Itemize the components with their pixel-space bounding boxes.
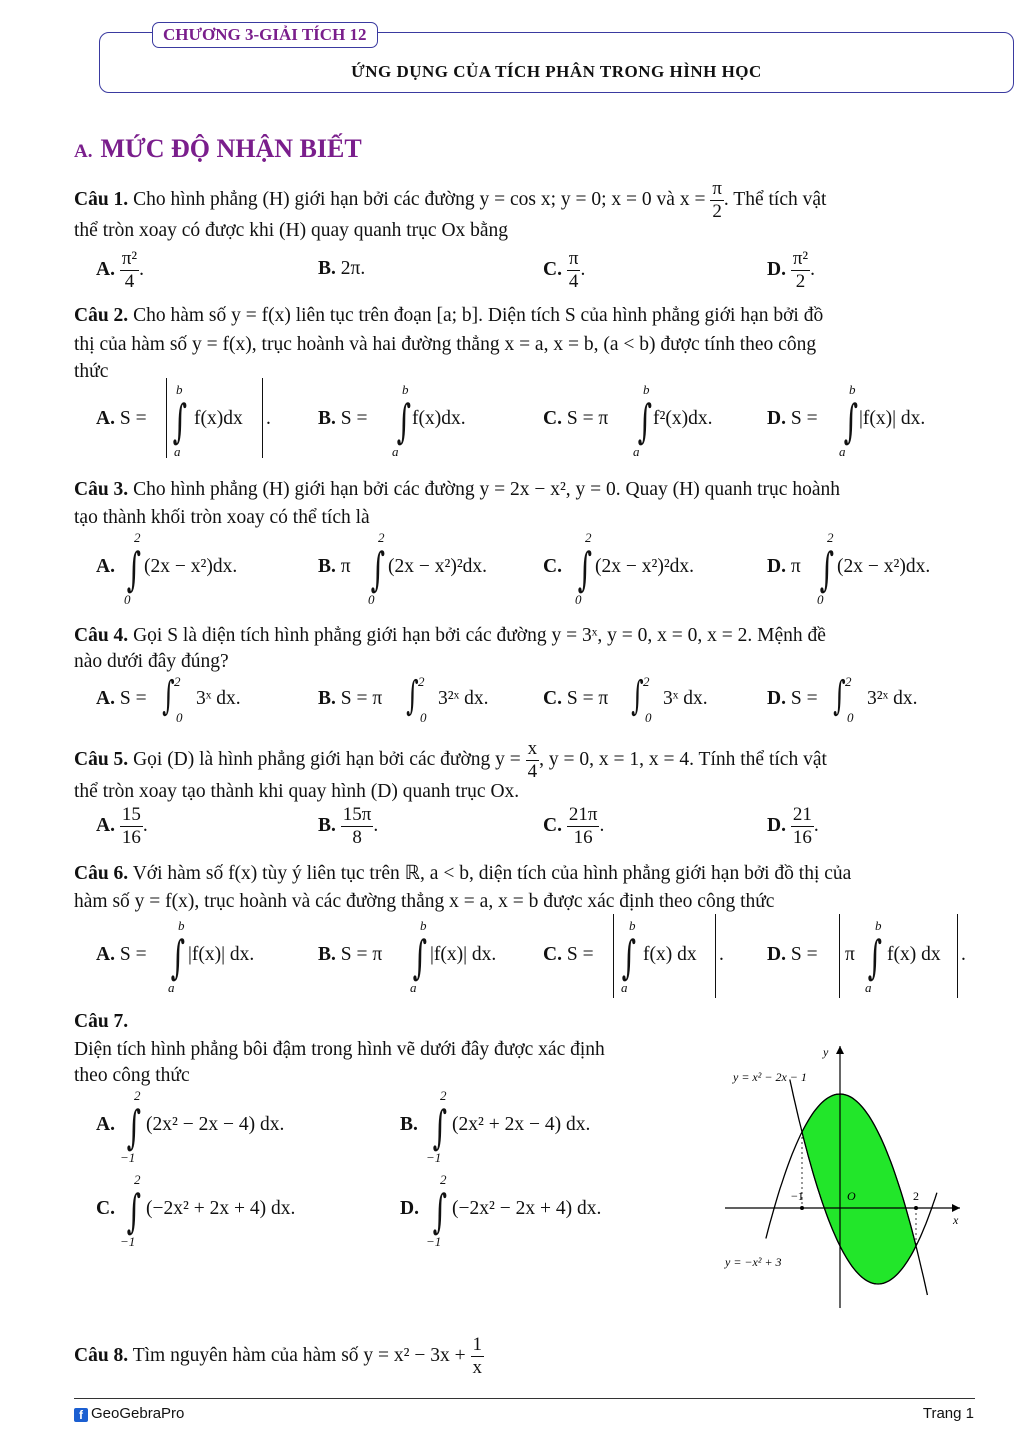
q5-c-num: 21π (568, 804, 598, 825)
shaded-region (802, 1094, 916, 1284)
q2-a-lower: a (174, 444, 181, 459)
q3-c-lower: 0 (575, 592, 582, 607)
q4-c-body: 3ˣ dx. (663, 688, 708, 709)
q1-option-d[interactable]: D. $\frac{\text{π²}}{2}$ . (767, 248, 816, 292)
q6-d-key: D. (767, 944, 786, 965)
q6-b-pre: S = π (340, 944, 383, 965)
q1-option-b[interactable] (318, 258, 365, 280)
q1-frac-den: 2 (712, 201, 722, 222)
q4-d-body: 3²ˣ dx. (867, 688, 918, 709)
q1-b-key: B. (318, 258, 336, 279)
q1-d-num: π² (792, 248, 809, 269)
q1-text-c: thể tròn xoay có được khi (H) quay quanh trục Ox bằng (74, 220, 509, 241)
q7-a-key: A. (96, 1114, 115, 1135)
q6-c-upper: b (629, 918, 636, 933)
q7-option-b[interactable] (400, 1088, 690, 1174)
q7-a-upper: 2 (134, 1088, 141, 1103)
q2-a-integral-icon: ∫ (172, 394, 188, 448)
section-title (74, 134, 362, 164)
q4-stem (74, 622, 979, 650)
q7-b-key: B. (400, 1114, 418, 1135)
q7-d-integral-icon: ∫ (432, 1184, 448, 1238)
q5-fraction (526, 738, 540, 783)
q2-b-key: B. (318, 408, 336, 429)
q2-b-integral-icon: ∫ (396, 394, 412, 448)
q4-option-b[interactable] (318, 673, 528, 728)
q7-c-integral-icon: ∫ (126, 1184, 142, 1238)
q1-d-key: D. (767, 258, 786, 280)
q2-text-c: thức (74, 361, 109, 382)
q6-d-lower: a (865, 980, 872, 995)
q7-label-text: Câu 7. (74, 1011, 129, 1032)
q2-text-b: thị của hàm số y = f(x), trục hoành và hai đường thẳng x = a, x = b, (a < b) được tính theo công (74, 334, 817, 355)
q5-option-b[interactable]: B. $\frac{15\pi}{8}$ . (318, 804, 379, 848)
q7-b-lower: −1 (426, 1150, 442, 1165)
q6-b-lower: a (410, 980, 417, 995)
q2-d-lower: a (839, 444, 846, 459)
q2-b-pre: S = (340, 408, 368, 429)
q4-c-upper: 2 (643, 674, 650, 689)
q7-c-lower: −1 (120, 1234, 136, 1249)
q4-label: Câu 4. (74, 625, 129, 646)
q2-b-body: f(x)dx. (412, 408, 466, 429)
q2-d-pre: S = (790, 408, 818, 429)
q2-d-body: |f(x)| dx. (859, 408, 926, 429)
q3-a-lower: 0 (124, 592, 131, 607)
q7-a-lower: −1 (120, 1150, 136, 1165)
q6-text-a: Với hàm số f(x) tùy ý liên tục trên ℝ, a < b, diện tích của hình phẳng giới hạn bởi đồ thị của (132, 863, 852, 884)
q6-a-key: A. (96, 944, 115, 965)
q6-c-body: f(x) dx (643, 944, 697, 965)
q6-d-upper: b (875, 918, 882, 933)
q3-option-c[interactable] (543, 530, 753, 616)
q7-c-upper: 2 (134, 1172, 141, 1187)
q6-c-post: . (719, 944, 724, 965)
q7-option-d[interactable] (400, 1172, 690, 1258)
q7-label (74, 1008, 128, 1036)
q4-d-lower: 0 (847, 710, 854, 725)
q6-text-b: hàm số y = f(x), trục hoành và các đường thẳng x = a, x = b được xác định theo công thức (74, 891, 775, 912)
q5-d-key: D. (767, 814, 786, 836)
q4-d-upper: 2 (845, 674, 852, 689)
q4-b-lower: 0 (420, 710, 427, 725)
q4-d-key: D. (767, 688, 786, 709)
q1-option-c[interactable]: C. $\frac{\pi}{4}$ . (543, 248, 586, 292)
q6-stem (74, 860, 979, 888)
q6-b-upper: b (420, 918, 427, 933)
q4-c-key: C. (543, 688, 562, 709)
q2-text-a: Cho hàm số y = f(x) liên tục trên đoạn [a; b]. Diện tích S của hình phẳng giới hạn bởi đồ (133, 305, 824, 326)
q3-c-integral-icon: ∫ (577, 542, 593, 596)
q5-c-key: C. (543, 814, 562, 836)
q6-d-pi: π (845, 944, 855, 965)
q3-option-d[interactable] (767, 530, 977, 616)
q7-b-integral-icon: ∫ (432, 1100, 448, 1154)
curve1-label: y = x² − 2x − 1 (733, 1070, 807, 1084)
q7-c-key: C. (96, 1198, 115, 1219)
q6-b-body: |f(x)| dx. (430, 944, 497, 965)
q5-d-den: 16 (792, 827, 812, 848)
q4-b-upper: 2 (418, 674, 425, 689)
footer-brand-text: GeoGebraPro (91, 1405, 185, 1422)
q3-d-lower: 0 (817, 592, 824, 607)
q3-a-body: (2x − x²)dx. (144, 556, 238, 577)
q5-option-d[interactable]: D. $\frac{21}{16}$ . (767, 804, 819, 848)
q6-d-body: f(x) dx (887, 944, 941, 965)
q2-b-upper: b (402, 382, 409, 397)
q5-a-num: 15 (121, 804, 141, 825)
q4-option-d[interactable] (767, 673, 977, 728)
tick-label-2: 2 (913, 1189, 919, 1203)
q2-option-b[interactable] (318, 382, 518, 468)
tick-label-neg1: −1 (791, 1189, 804, 1203)
q2-a-key: A. (96, 408, 115, 429)
q4-c-integral-icon: ∫ (631, 673, 644, 719)
q3-c-body: (2x − x²)²dx. (595, 556, 695, 577)
q8-stem (74, 1334, 979, 1379)
q2-a-pre: S = (119, 408, 147, 429)
q2-a-post: . (266, 408, 271, 429)
q5-b-den: 8 (352, 827, 362, 848)
q7-option-a[interactable] (96, 1088, 386, 1174)
q2-d-upper: b (849, 382, 856, 397)
q8-frac-num: 1 (472, 1334, 483, 1355)
q2-a-upper: b (176, 382, 183, 397)
q3-d-upper: 2 (827, 530, 834, 545)
q7-text-b: theo công thức (74, 1065, 190, 1086)
q4-d-integral-icon: ∫ (833, 673, 846, 719)
q5-text-b: , y = 0, x = 1, x = 4. Tính thể tích vật (539, 748, 827, 770)
q2-c-key: C. (543, 408, 562, 429)
q6-a-lower: a (168, 980, 175, 995)
q6-c-integral-icon: ∫ (621, 930, 637, 984)
q3-d-key: D. (767, 556, 786, 577)
q1-b-val: 2π. (340, 258, 366, 279)
q7-d-upper: 2 (440, 1172, 447, 1187)
q3-text-a: Cho hình phẳng (H) giới hạn bởi các đường y = 2x − x², y = 0. Quay (H) quanh trục hoành (133, 479, 840, 500)
y-label: y (823, 1045, 829, 1059)
q5-option-a[interactable]: A. $\frac{15}{16}$ . (96, 804, 148, 848)
tick-dot-neg1 (800, 1206, 804, 1210)
q1-a-key: A. (96, 258, 115, 280)
page-number: Trang 1 (922, 1405, 974, 1422)
q2-c-pre: S = π (566, 408, 609, 429)
q2-option-d[interactable] (767, 382, 977, 468)
q3-option-a[interactable] (96, 530, 306, 616)
q5-b-num: 15π (342, 804, 372, 825)
q4-c-lower: 0 (645, 710, 652, 725)
q7-text-a: Diện tích hình phẳng bôi đậm trong hình vẽ dưới đây được xác định (74, 1039, 605, 1060)
q6-option-c[interactable] (543, 918, 753, 1004)
curve2-label: y = −x² + 3 (725, 1255, 782, 1269)
q7-option-c[interactable] (96, 1172, 386, 1258)
q5-a-den: 16 (121, 827, 141, 848)
q7-b-body: (2x² + 2x − 4) dx. (452, 1114, 591, 1135)
q8-text-a: Tìm nguyên hàm của hàm số y = x² − 3x + (132, 1344, 466, 1366)
q3-text-b: tạo thành khối tròn xoay có thể tích là (74, 507, 370, 528)
q3-d-pre: π (790, 556, 801, 577)
q5-frac-den: 4 (527, 761, 538, 782)
q4-text-a: Gọi S là diện tích hình phẳng giới hạn bởi các đường y = 3ˣ, y = 0, x = 0, x = 2. Mệnh đề (133, 625, 826, 646)
tick-dot-2 (914, 1206, 918, 1210)
q4-c-pre: S = π (566, 688, 609, 709)
q2-c-upper: b (643, 382, 650, 397)
q5-b-key: B. (318, 814, 336, 836)
q6-a-upper: b (178, 918, 185, 933)
q2-b-lower: a (392, 444, 399, 459)
q5-text-c: thể tròn xoay tạo thành khi quay hình (D) quanh trục Ox. (74, 781, 520, 802)
footer-brand[interactable] (74, 1405, 184, 1422)
q4-option-c[interactable] (543, 673, 753, 728)
q5-option-c[interactable]: C. $\frac{21\pi}{16}$ . (543, 804, 605, 848)
q4-a-pre: S = (119, 688, 147, 709)
q1-text-b: . Thể tích vật (723, 188, 827, 210)
q6-b-key: B. (318, 944, 336, 965)
q3-b-lower: 0 (368, 592, 375, 607)
q1-text-a: Cho hình phẳng (H) giới hạn bởi các đường y = cos x; y = 0; x = 0 và x = (133, 188, 706, 210)
q7-d-key: D. (400, 1198, 419, 1219)
q2-label: Câu 2. (74, 305, 129, 326)
q6-d-post: . (961, 944, 966, 965)
q1-frac-num: π (712, 178, 722, 199)
q1-d-den: 2 (795, 271, 806, 292)
q7-d-lower: −1 (426, 1234, 442, 1249)
q8-fraction (471, 1334, 485, 1379)
q1-fraction (710, 178, 724, 223)
q2-c-lower: a (633, 444, 640, 459)
q2-c-integral-icon: ∫ (637, 394, 653, 448)
q2-d-key: D. (767, 408, 786, 429)
origin-label: O (847, 1189, 856, 1203)
q1-c-den: 4 (568, 271, 579, 292)
q1-c-key: C. (543, 258, 562, 280)
q2-option-a[interactable] (96, 382, 296, 468)
q2-d-integral-icon: ∫ (843, 394, 859, 448)
q7-d-body: (−2x² − 2x + 4) dx. (452, 1198, 602, 1219)
q7-graph (715, 1038, 970, 1313)
q6-label: Câu 6. (74, 863, 129, 884)
q1-option-a[interactable]: A. $\frac{\text{π²}}{4}$ . (96, 248, 145, 292)
q3-c-key: C. (543, 556, 562, 577)
section-text: MỨC ĐỘ NHẬN BIẾT (100, 134, 362, 163)
x-axis-arrow-icon (952, 1204, 960, 1212)
q4-a-key: A. (96, 688, 115, 709)
q3-b-body: (2x − x²)²dx. (388, 556, 488, 577)
q6-option-d[interactable] (767, 918, 977, 1004)
q4-a-integral-icon: ∫ (162, 673, 175, 719)
q5-d-num: 21 (792, 804, 812, 825)
q4-b-pre: S = π (340, 688, 383, 709)
x-label: x (953, 1213, 959, 1227)
q6-option-a[interactable] (96, 918, 306, 1004)
q3-a-integral-icon: ∫ (126, 542, 142, 596)
q6-a-integral-icon: ∫ (170, 930, 186, 984)
q2-stem (74, 302, 979, 330)
q3-stem (74, 476, 979, 504)
q3-d-integral-icon: ∫ (819, 542, 835, 596)
q8-label: Câu 8. (74, 1344, 129, 1366)
q3-d-body: (2x − x²)dx. (837, 556, 931, 577)
q6-c-lower: a (621, 980, 628, 995)
q6-a-body: |f(x)| dx. (188, 944, 255, 965)
q3-b-integral-icon: ∫ (370, 542, 386, 596)
q7-c-body: (−2x² + 2x + 4) dx. (146, 1198, 296, 1219)
q3-a-upper: 2 (134, 530, 141, 545)
q2-c-body: f²(x)dx. (653, 408, 713, 429)
y-axis-arrow-icon (836, 1046, 844, 1054)
q4-text-b: nào dưới đây đúng? (74, 651, 229, 672)
q4-a-lower: 0 (176, 710, 183, 725)
q2-a-body: f(x)dx (194, 408, 243, 429)
q7-a-body: (2x² − 2x − 4) dx. (146, 1114, 285, 1135)
facebook-icon[interactable]: f (74, 1408, 88, 1422)
page-subtitle: ỨNG DỤNG CỦA TÍCH PHÂN TRONG HÌNH HỌC (351, 62, 762, 81)
q1-label: Câu 1. (74, 188, 129, 210)
q5-frac-num: x (527, 738, 538, 759)
q5-text-a: Gọi (D) là hình phẳng giới hạn bởi các đường y = (133, 748, 521, 770)
q3-b-pre: π (340, 556, 351, 577)
q4-option-a[interactable] (96, 673, 306, 728)
q4-b-integral-icon: ∫ (406, 673, 419, 719)
q1-a-num: π² (121, 248, 138, 269)
q7-b-upper: 2 (440, 1088, 447, 1103)
q3-label: Câu 3. (74, 479, 129, 500)
q8-frac-den: x (472, 1357, 483, 1378)
q7-a-integral-icon: ∫ (126, 1100, 142, 1154)
q6-a-pre: S = (119, 944, 147, 965)
q4-a-body: 3ˣ dx. (196, 688, 241, 709)
q5-label: Câu 5. (74, 748, 129, 770)
q3-b-key: B. (318, 556, 336, 577)
q2-option-c[interactable] (543, 382, 753, 468)
q6-c-pre: S = (566, 944, 594, 965)
q4-b-key: B. (318, 688, 336, 709)
q1-a-den: 4 (124, 271, 135, 292)
q6-d-integral-icon: ∫ (867, 930, 883, 984)
chapter-tag: CHƯƠNG 3-GIẢI TÍCH 12 (152, 22, 378, 48)
q3-option-b[interactable] (318, 530, 528, 616)
q4-a-upper: 2 (174, 674, 181, 689)
q3-b-upper: 2 (378, 530, 385, 545)
q3-c-upper: 2 (585, 530, 592, 545)
q3-a-key: A. (96, 556, 115, 577)
footer-divider (74, 1398, 975, 1399)
q5-stem (74, 738, 979, 783)
q6-d-pre: S = (790, 944, 818, 965)
q4-d-pre: S = (790, 688, 818, 709)
section-letter: A. (74, 141, 93, 162)
q5-c-den: 16 (573, 827, 593, 848)
q5-a-key: A. (96, 814, 115, 836)
q6-option-b[interactable] (318, 918, 528, 1004)
q1-c-num: π (568, 248, 579, 269)
q6-c-key: C. (543, 944, 562, 965)
q6-b-integral-icon: ∫ (412, 930, 428, 984)
q4-b-body: 3²ˣ dx. (438, 688, 489, 709)
